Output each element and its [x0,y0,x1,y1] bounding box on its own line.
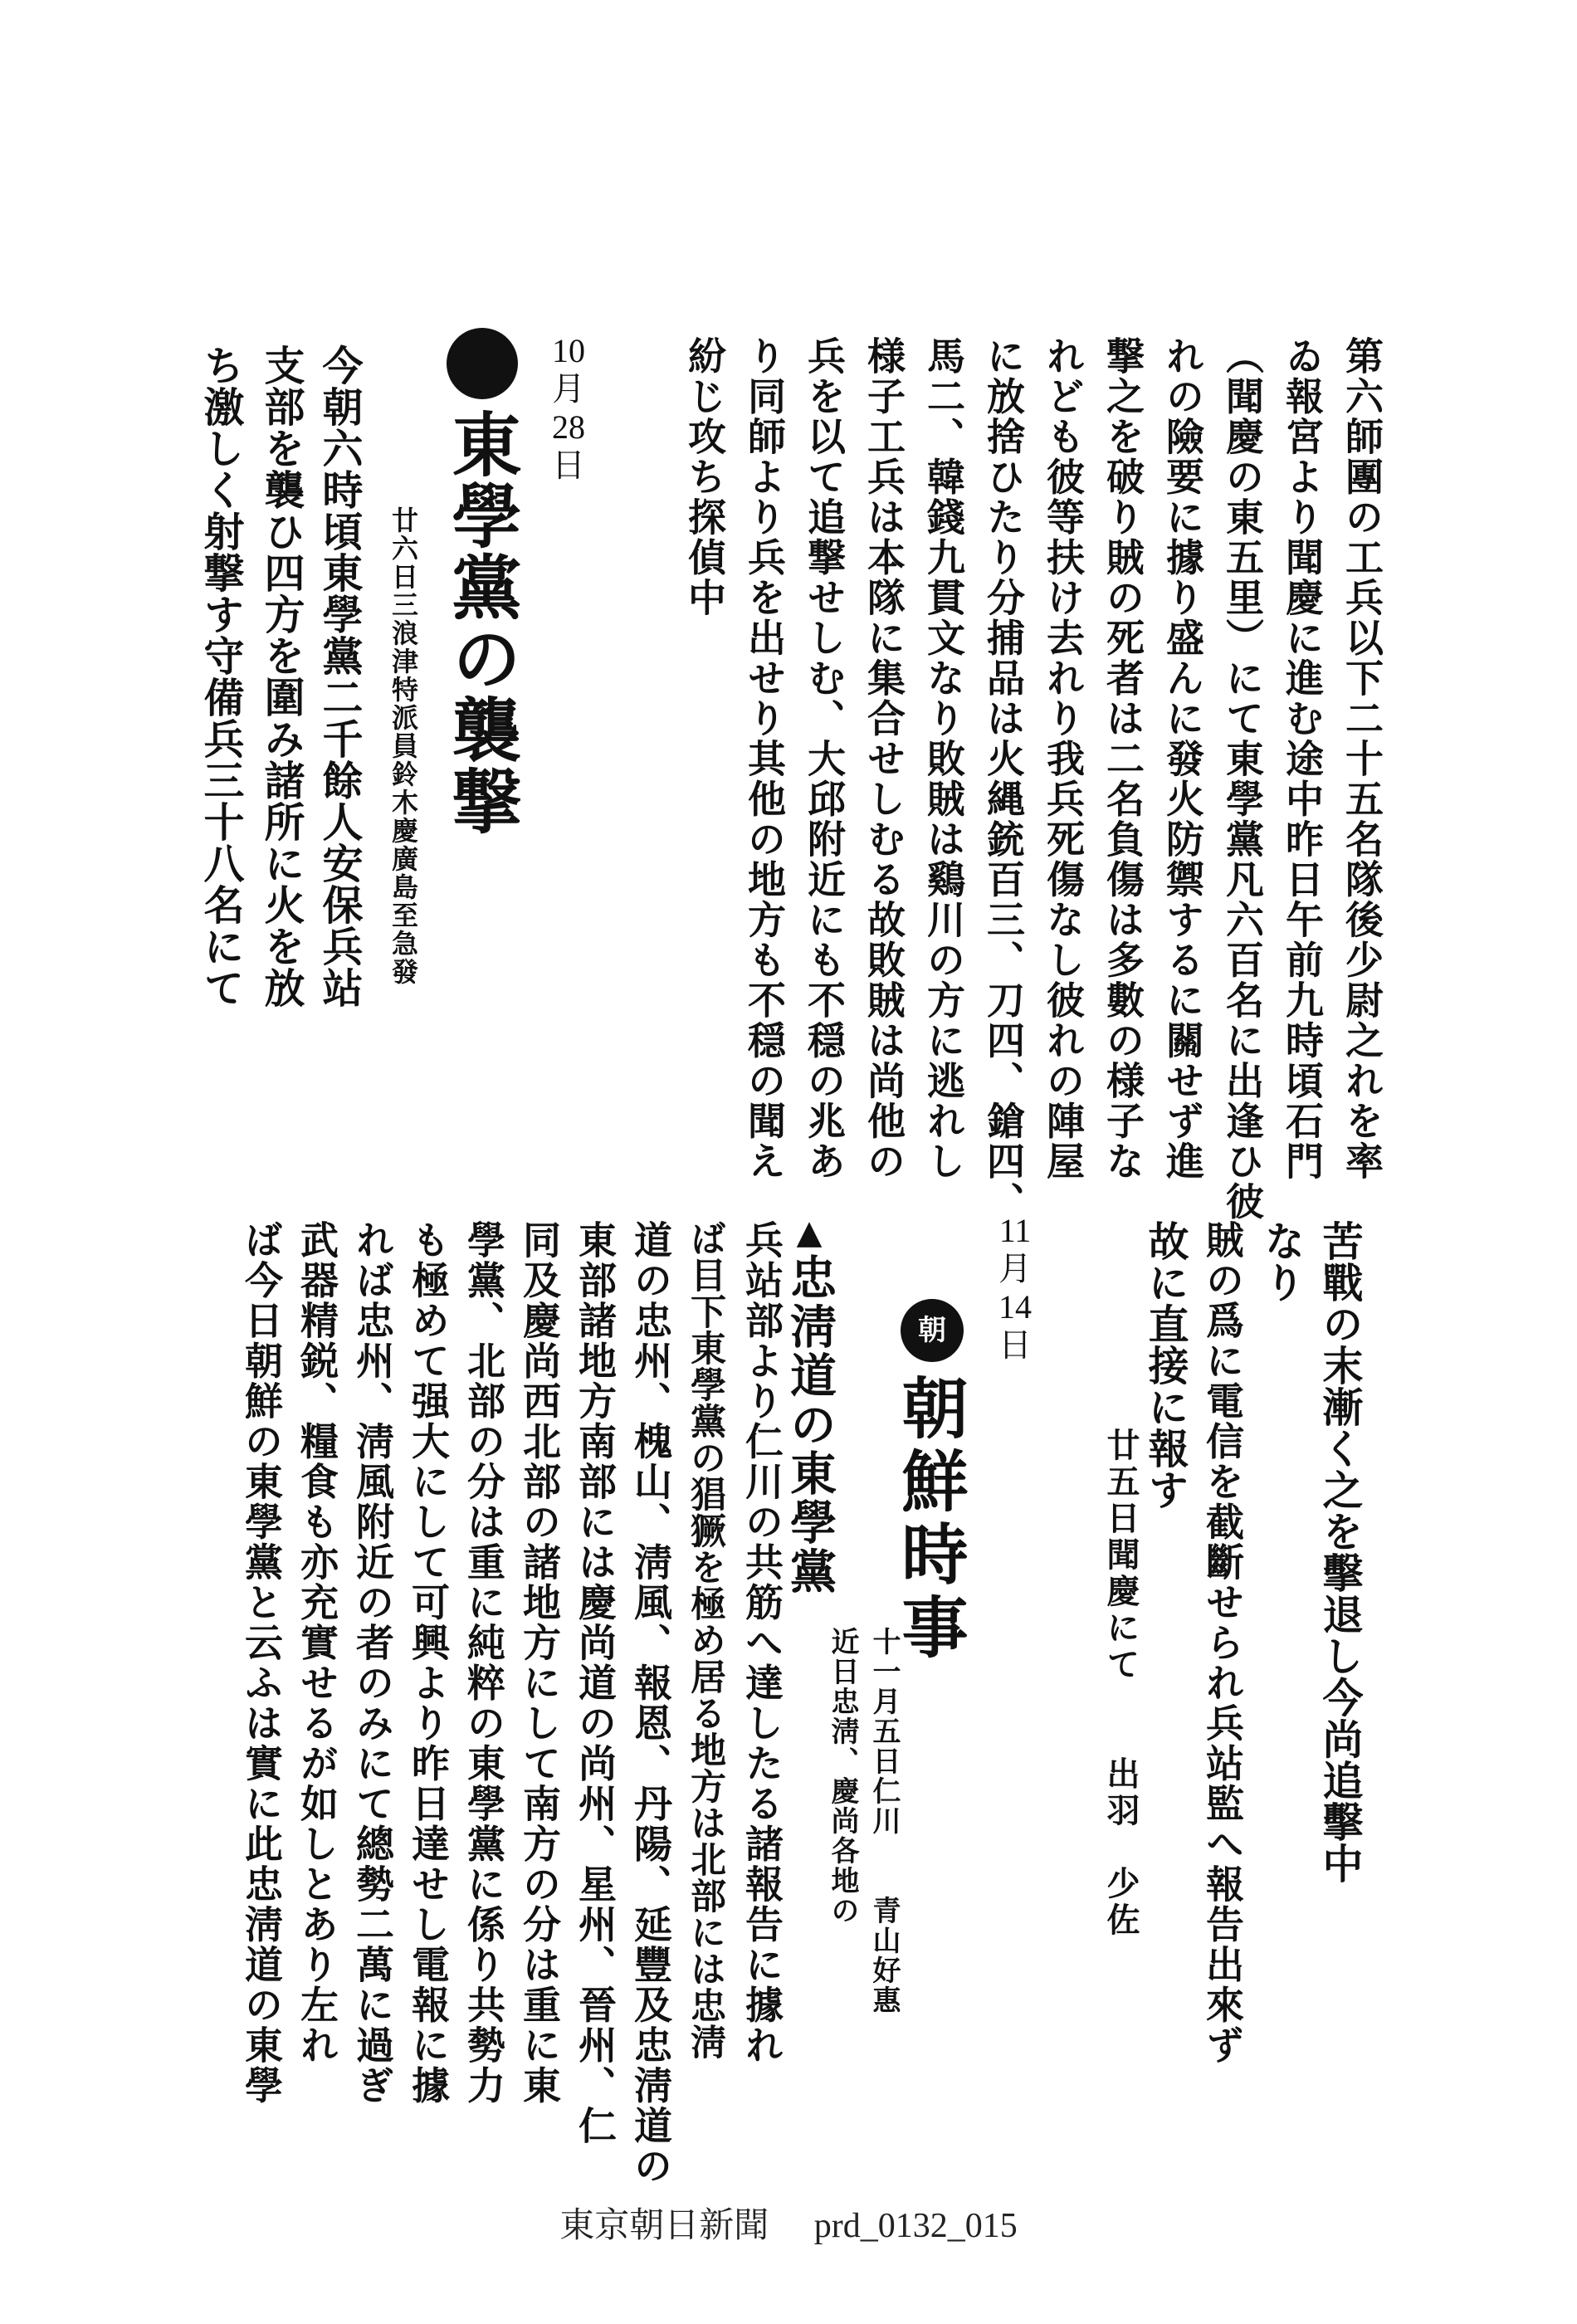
article4-body-line-7: も極めて强大にして可興より昨日達せし電報に據 [406,1220,451,2106]
article2-body-line-2: ゐ報宮より聞慶に進む途中昨日午前九時頃石門 [1280,336,1325,1182]
article4-body-line-10: ば今日朝鮮の東學黨と云ふは實に此忠淸道の東學 [239,1220,284,2106]
article1-body-line-3: ち激しく射撃す守備兵三十八名にて [198,344,246,1008]
article2-body-line-7: に放捨ひたり分捕品は火縄銃百三、刀四、鎗四、 [981,336,1026,1222]
article1-byline: 廿六日三浪津特派員鈴木慶廣島至急發 [388,506,419,986]
article3-body-line-4: 故に直接に報す [1142,1220,1190,1511]
article4-body-line-2: ば目下東學黨の猖獗を極め居る地方は北部には忠淸 [685,1220,726,2060]
article4-date-day: 14 [998,1288,1032,1326]
article3-body-line-1: 苦戰の末漸く之を擊退し今尚追擊中 [1316,1220,1365,1884]
article4-body-line-3: 道の忠州、槐山、淸風、報恩、丹陽、延豐及忠淸道の [628,1220,673,2186]
article1-date-month: 10 [552,332,585,369]
article2-body-line-6: れども彼等扶け去れり我兵死傷なし彼れの陣屋 [1041,336,1086,1182]
article4-body-line-1: 兵站部より仁川の共筋へ達したる諸報告に據れ [740,1220,784,2066]
footer-id: prd_0132_015 [813,2207,1018,2245]
bullet-icon [447,328,518,399]
article4-byline-line1: 十一月五日仁川 青山好惠 [867,1627,901,2015]
article4-headline: 朝鮮時事 [891,1374,969,1666]
article2-body-line-11: り同師より兵を出せり其他の地方も不穏の聞え [742,336,787,1182]
article1-date [548,332,589,485]
emblem-icon [901,1299,964,1362]
article2-body-line-9: 様子工兵は本隊に集合せしむる故敗賊は尚他の [862,336,906,1182]
article1-headline: 東學黨の襲撃 [441,408,523,837]
article3-body-line-3: 賊の爲に電信を截斷せられ兵站監へ報告出來ず [1200,1220,1245,2066]
article2-body-line-8: 馬二、韓錢九貫文なり敗賊は鷄川の方に逃れし [921,336,966,1182]
article4-date [994,1212,1036,1365]
article2-body-line-3: （聞慶の東五里）にて東學黨凡六百名に出逢ひ彼 [1220,336,1265,1222]
article1-body-line-2: 支部を襲ひ四方を圍み諸所に火を放 [258,344,306,1008]
emblem-text: 朝 [918,1314,946,1347]
article4-body-line-6: 學黨、北部の分は重に純粹の東學黨に係り共勢力 [461,1220,506,2106]
article1-date-day: 28 [552,408,585,446]
article2-body-line-12: 紛じ攻ち探偵中 [682,336,727,618]
article4-date-month-label: 月 [998,1250,1032,1287]
article4-body-line-5: 同及慶尚西北部の諸地方にして南方の分は重に東 [517,1220,562,2106]
article4-date-month: 11 [998,1212,1032,1249]
article4-subheadline: 忠淸道の東學黨 [783,1253,837,1596]
article2-body-line-1: 第六師團の工兵以下二十五名隊後少尉之れを率 [1340,336,1384,1182]
article1-body-line-1: 今朝六時頃東學黨二千餘人安保兵站 [316,344,364,1008]
article4-body-line-8: れば忠州、淸風附近の者のみにて總勢二萬に過ぎ [350,1220,395,2106]
article1-date-day-label: 日 [552,447,585,484]
footer-source: 東京朝日新聞 [559,2207,769,2245]
article4-byline-line2: 近日忠淸、慶尚各地の [826,1627,859,1926]
article3-signoff: 廿五日聞慶にて 出羽 少佐 [1101,1428,1140,1939]
page-footer [0,2198,1577,2248]
article4-date-day-label: 日 [998,1326,1032,1364]
article4-body-line-9: 武器精鋭、糧食も亦充實せるが如しとあり左れ [295,1220,339,2066]
article2-body-line-5: 撃之を破り賊の死者は二名負傷は多數の様子な [1101,336,1145,1182]
article3-body-line-2: なり [1258,1220,1306,1303]
article2-body-line-4: れの險要に據り盛んに發火防禦するに關せず進 [1160,336,1205,1182]
article4-body-line-4: 東部諸地方南部には慶尚道の尚州、星州、晉州、仁 [573,1220,618,2146]
article2-body-line-10: 兵を以て追撃せしむ、大邱附近にも不穏の兆あ [802,336,847,1182]
article4-triangle-icon: ▲ [790,1213,828,1252]
article1-date-month-label: 月 [552,370,585,408]
